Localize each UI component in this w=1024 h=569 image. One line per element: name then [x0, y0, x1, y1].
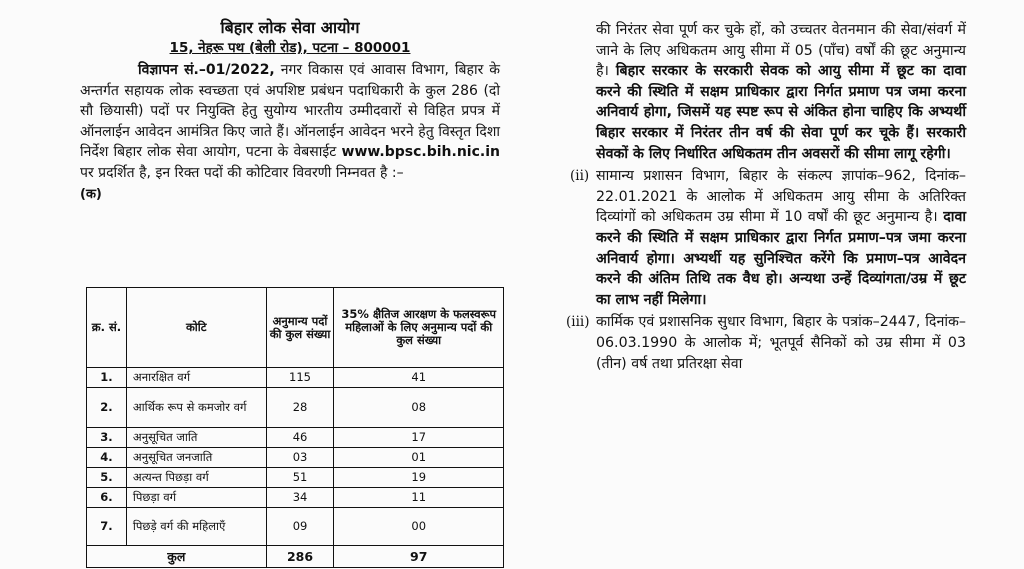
- row-serial: 4.: [87, 448, 127, 468]
- clause-ii-text: सामान्य प्रशासन विभाग, बिहार के संकल्प ज्ञापांक–962, दिनांक–22.01.2021 के आलोक में अधिकतम आयु सीमा के अतिरिक्त दिव्यांगों को अधिकतम उम्र सीमा में 10 वर्षों की छूट अनुमान्य है।: [596, 168, 966, 226]
- continuation-bold-text: बिहार सरकार के सरकारी सेवक को आयु सीमा में छूट का दावा करने की स्थिति में सक्षम प्राधिकार द्वारा निर्गत प्रमाण पत्र जमा करना अनिवार्य होगा, जिसमें यह स्पष्ट रूप से अंकित होना चाहिए कि अभ्यर्थी बिहार सरकार में निरंतर तीन वर्ष की सेवा पूर्ण कर चूके हैं। सरकारी सेवकों के लिए निर्धारित अधिकतम तीन अवसरों की सीमा लागू रहेगी।: [596, 63, 966, 162]
- table-row: [87, 428, 504, 448]
- table-row: [87, 468, 504, 488]
- organization-title: बिहार लोक सेवा आयोग: [220, 18, 360, 37]
- row-category: पिछड़े वर्ग की महिलाएँ: [126, 508, 266, 546]
- clause-ii: [570, 166, 967, 310]
- row-category: आर्थिक रूप से कमजोर वर्ग: [126, 388, 266, 428]
- total-label: कुल: [87, 546, 267, 568]
- right-column: [566, 18, 967, 374]
- clause-iii: [566, 312, 966, 374]
- row-women: 00: [334, 508, 504, 546]
- row-women: 11: [334, 488, 504, 508]
- row-posts: 28: [266, 388, 334, 428]
- row-women: 01: [334, 448, 504, 468]
- continuation-text: की निरंतर सेवा पूर्ण कर चुके हों, को उच्चतर वेतनमान की सेवा/संवर्ग में जाने के लिए अधिकतम आयु सीमा में 05 (पाँच) वर्षों की छूट अनुमान्य है।: [596, 22, 966, 80]
- advertisement-paragraph: [80, 60, 500, 183]
- row-posts: 51: [266, 468, 334, 488]
- continuation-paragraph: [596, 20, 966, 164]
- clause-iii-label: (iii): [566, 314, 590, 331]
- advertisement-number: विज्ञापन सं.–01/2022,: [138, 62, 275, 78]
- row-posts: 115: [266, 368, 334, 388]
- advertisement-text: नगर विकास एवं आवास विभाग, बिहार के अन्तर्गत सहायक लोक स्वच्छता एवं अपशिष्ट प्रबंधन पदाधिकारी के कुल 286 (दो सौ छियासी) पदों पर नियुक्ति हेतु सुयोग्य भारतीय उम्मीदवारों से विहित प्रपत्र में ऑनलाईन आवेदन आमंत्रित किए जाते हैं। ऑनलाईन आवेदन भरने हेतु विस्तृत दिशा निर्देश बिहार लोक सेवा आयोग, पटना के वेबसाईट: [80, 62, 500, 160]
- clause-iii-text: कार्मिक एवं प्रशासनिक सुधार विभाग, बिहार के पत्रांक–2447, दिनांक– 06.03.1990 के आलोक में; भूतपूर्व सैनिकों को उम्र सीमा में 03 (तीन) वर्ष तथा प्रतिरक्षा सेवा: [596, 314, 966, 372]
- website-link[interactable]: www.bpsc.bih.nic.in: [341, 144, 500, 160]
- row-serial: 1.: [87, 368, 127, 388]
- table-row: [87, 448, 504, 468]
- organization-address: 15, नेहरू पथ (बेली रोड), पटना – 800001: [169, 40, 411, 56]
- row-serial: 3.: [87, 428, 127, 448]
- row-posts: 03: [266, 448, 334, 468]
- row-category: अनुसूचित जनजाति: [126, 448, 266, 468]
- row-serial: 7.: [87, 508, 127, 546]
- total-posts: 286: [266, 546, 334, 568]
- row-serial: 2.: [87, 388, 127, 428]
- row-women: 41: [334, 368, 504, 388]
- row-category: अनारक्षित वर्ग: [126, 368, 266, 388]
- row-posts: 46: [266, 428, 334, 448]
- vacancy-table: [86, 287, 504, 568]
- row-category: अत्यन्त पिछड़ा वर्ग: [126, 468, 266, 488]
- table-total-row: [87, 546, 504, 568]
- header-posts: अनुमान्य पदों की कुल संख्या: [266, 288, 334, 368]
- row-women: 19: [334, 468, 504, 488]
- row-posts: 34: [266, 488, 334, 508]
- section-label: (क): [80, 187, 102, 202]
- header-category: कोटि: [126, 288, 266, 368]
- table-row: [87, 508, 504, 546]
- table-header-row: [87, 288, 504, 368]
- row-posts: 09: [266, 508, 334, 546]
- row-serial: 5.: [87, 468, 127, 488]
- header-serial: क्र. सं.: [87, 288, 127, 368]
- header-women: 35% क्षैतिज आरक्षण के फलस्वरूप महिलाओं के लिए अनुमान्य पदों की कुल संख्या: [334, 288, 504, 368]
- clause-ii-bold-text: दावा करने की स्थिति में सक्षम प्राधिकार द्वारा निर्गत प्रमाण–पत्र जमा करना अनिवार्य होगा। अभ्यर्थी यह सुनिश्चित करेंगे कि प्रमाण–पत्र आवेदन करने की अंतिम तिथि तक वैध हो। अन्यथा उन्हें दिव्यांगता/उम्र में छूट का लाभ नहीं मिलेगा।: [596, 209, 967, 308]
- table-row: [87, 488, 504, 508]
- row-category: अनुसूचित जाति: [126, 428, 266, 448]
- clause-ii-label: (ii): [570, 168, 590, 185]
- table-row: [87, 388, 504, 428]
- row-category: पिछड़ा वर्ग: [126, 488, 266, 508]
- table-row: [87, 368, 504, 388]
- left-column: [80, 18, 500, 202]
- row-women: 08: [334, 388, 504, 428]
- total-women: 97: [334, 546, 504, 568]
- advertisement-text-after: पर प्रदर्शित है, इन रिक्त पदों की कोटिवार विवरणी निम्नवत है :–: [80, 164, 404, 181]
- row-women: 17: [334, 428, 504, 448]
- row-serial: 6.: [87, 488, 127, 508]
